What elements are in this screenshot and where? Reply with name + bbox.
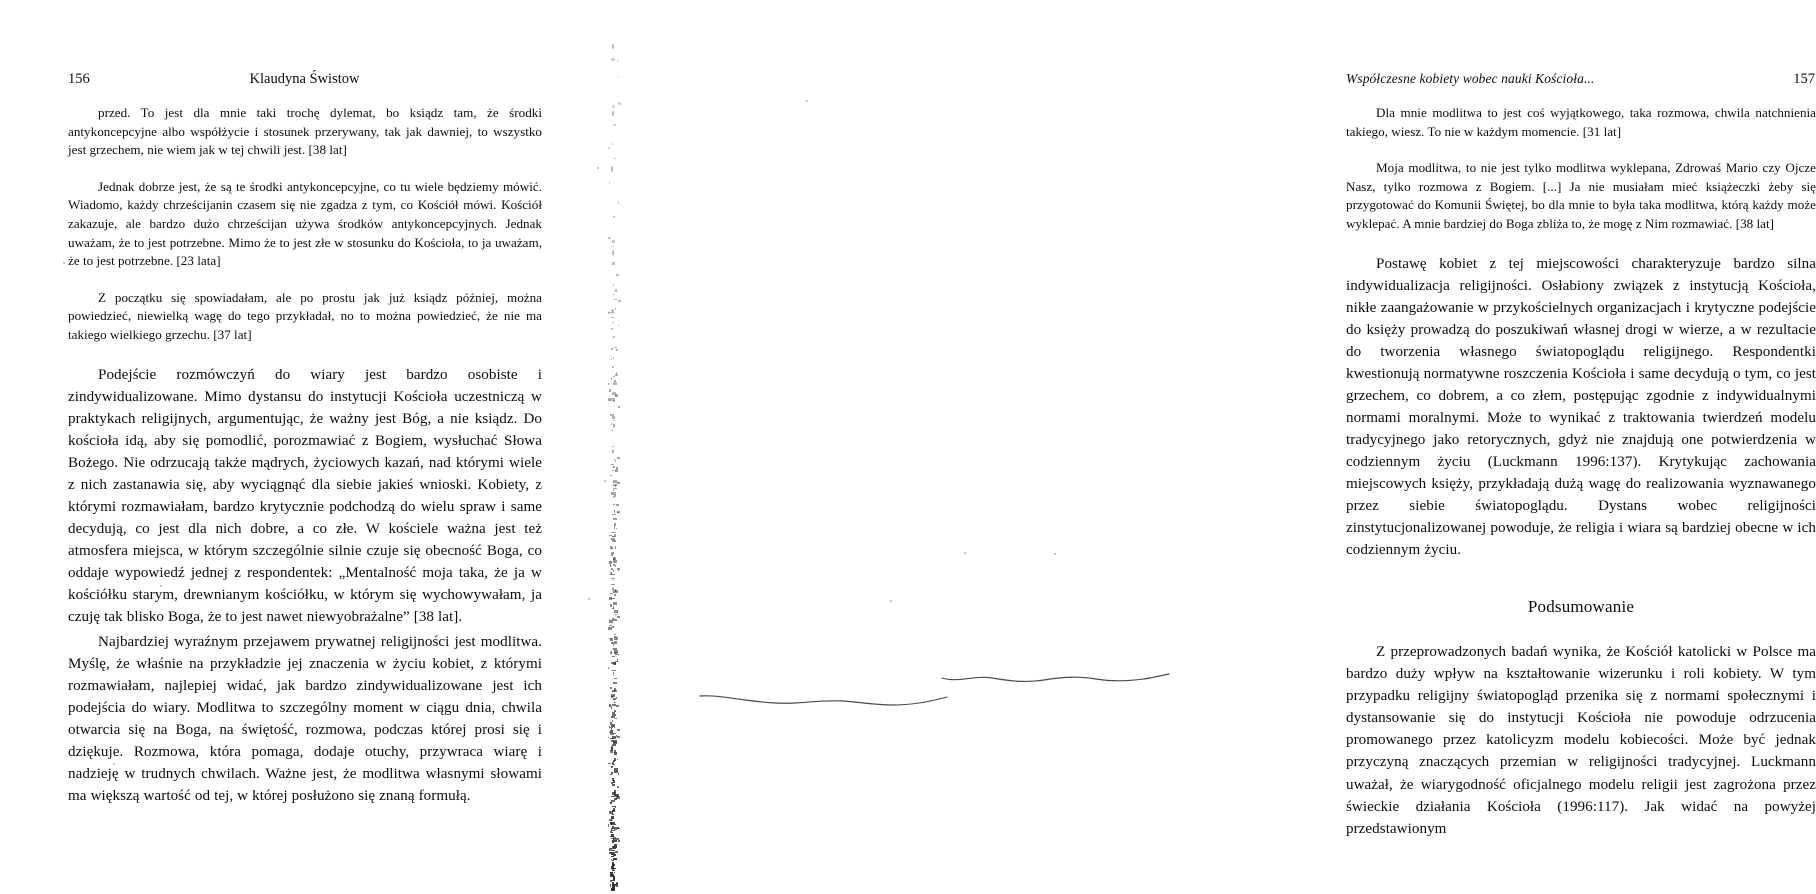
- block-quote: przed. To jest dla mnie taki trochę dylemat, bo ksiądz tam, że środki antykoncepcyjne albo współżycie i stosunek przerywany, tak jak dawniej, to wszystko jest grzechem, nie wiem jak w tej chwili jest. [38 lat]: [68, 105, 542, 158]
- left-page-running-head: Klaudyna Świstow: [249, 71, 360, 87]
- right-page: [648, 0, 1816, 894]
- section-heading: Podsumowanie: [1527, 597, 1635, 617]
- closing-paragraph: Z przeprowadzonych badań wynika, że Kościół katolicki w Polsce ma bardzo duży wpływ na kształtowanie wizerunku i roli kobiety. W tym przypadku religijny światopogląd przenika się z normami społecznymi i dystansowanie się do instytucji Kościoła nie powoduje odrzucenia promowanego przez katolicyzm modelu kobiecości. Może być jednak przyczyną znaczących przemian w religijności tradycyjnej. Luckmann uważał, że wiarygodność oficjalnego modelu religii jest zagrożona przez świeckie działania Kościoła (1996:117). Jak widać na powyżej przedstawionym: [1346, 644, 1816, 837]
- right-page-running-head: Współczesne kobiety wobec nauki Kościoła...: [1346, 71, 1595, 86]
- body-paragraph: Podejście rozmówczyń do wiary jest bardzo osobiste i zindywidualizowane. Mimo dystansu do instytucji Kościoła uczestniczą w praktykach religijnych, argumentując, że ważny jest Bóg, a nie ksiądz. Do kościoła idą, aby się pomodlić, porozmawiać z Bogiem, wysłuchać Słowa Bożego. Nie odrzucają także mądrych, życiowych kazań, nad którymi wiele z nich zastanawia się, aby wyciągnąć dla siebie jakieś wnioski. Kobiety, z którymi rozmawiałam, bardzo krytycznie podchodzą do wielu spraw i same decydują, co jest dla nich dobre, a co złe. W kościele ważna jest też atmosfera miejsca, w którym szczególnie silnie czuje się obecność Boga, co oddaje wypowiedź jednej z respondentek: „Mentalność moja taka, że ja w kościółku starym, drewnianym kościółku, w którym się wychowywałam, ja czuję tak blisko Boga, że to jest nawet niewyobrażalne” [38 lat].: [68, 366, 542, 626]
- block-quote: Z początku się spowiadałam, ale po prostu jak już ksiądz później, można powiedzieć, niewielką wagę do tego przykładał, no to można powiedzieć, że nie ma takiego wielkiego grzechu. [37 lat]: [68, 289, 542, 342]
- body-paragraph: Najbardziej wyraźnym przejawem prywatnej religijności jest modlitwa. Myślę, że właśnie na przykładzie jej znaczenia w życiu kobiet, z którymi rozmawiałam, najlepiej widać, jak bardzo zindywidualizowane jest ich podejścia do wiary. Modlitwa to szczególny moment w ciągu dnia, chwila otwarcia się na Boga, na świętość, rozmowa, podczas której prosi się i dziękuje. Rozmowa, która pomaga, dodaje otuchy, przywraca wiarę i nadzieję w trudnych chwilach. Ważne jest, że modlitwa własnymi słowami ma większą wartość od tej, w której posłużono się znaną formułą.: [68, 634, 542, 805]
- body-paragraph: Postawę kobiet z tej miejscowości charakteryzuje bardzo silna indywidualizacja religijności. Osłabiony związek z instytucją Kościoła, nikłe zaangażowanie w przykościelnych organizacjach i krytyczne podejście do księży prowadzą do poszukiwań własnej drogi w wierze, a w rezultacie do tworzenia własnego światopoglądu religijnego. Respondentki kwestionują normatywne roszczenia Kościoła i same decydują o tym, co jest grzechem, co dobrem, a co złem, postępując zgodnie z indywidualnymi normami moralnymi. Może to wynikać z traktowania twierdzeń modelu tradycyjnego jako retorycznych, gdyż nie znajdują one potwierdzenia w codziennym życiu (Luckmann 1996:137). Krytykując zachowania miejscowych księży, przykładają dużą wagę do realizowania wyznawanego przez siebie światopoglądu. Dystans wobec religijności zinstytucjonalizowanej powoduje, że religia i wiara są bardziej obecne w ich codziennym życiu.: [1346, 255, 1816, 559]
- left-page: [0, 0, 614, 894]
- block-quote: Jednak dobrze jest, że są te środki antykoncepcyjne, co tu wiele będziemy mówić. Wiadomo, każdy chrześcijanin czasem się nie zgadza z tym, co Kościół mówi. Kościół zakazuje, ale bardzo dużo chrześcijan używa środków antykoncepcyjnych. Jednak uważam, że to jest potrzebne. Mimo że to jest złe w stosunku do Kościoła, to ja uważam, że to jest potrzebne. [23 lata]: [68, 178, 542, 269]
- left-page-text-column: [68, 104, 542, 807]
- block-quote: Moja modlitwa, to nie jest tylko modlitwa wyklepana, Zdrowaś Mario czy Ojcze Nasz, tylko rozmowa z Bogiem. [...] Ja nie musiałam mieć książeczki żeby się przygotować do Komunii Świętej, bo dla mnie to była taka modlitwa, którą każdy może wyklepać. A mnie bardziej do Boga zbliża to, że mogę z Nim rozmawiać. [38 lat]: [1346, 160, 1816, 231]
- left-page-folio: 156: [68, 71, 90, 87]
- right-page-folio: 157: [1793, 71, 1815, 87]
- right-page-text-column: [1346, 104, 1816, 840]
- block-quote: Dla mnie modlitwa to jest coś wyjątkowego, taka rozmowa, chwila natchnienia takiego, wiesz. To nie w każdym momencie. [31 lat]: [1346, 105, 1816, 139]
